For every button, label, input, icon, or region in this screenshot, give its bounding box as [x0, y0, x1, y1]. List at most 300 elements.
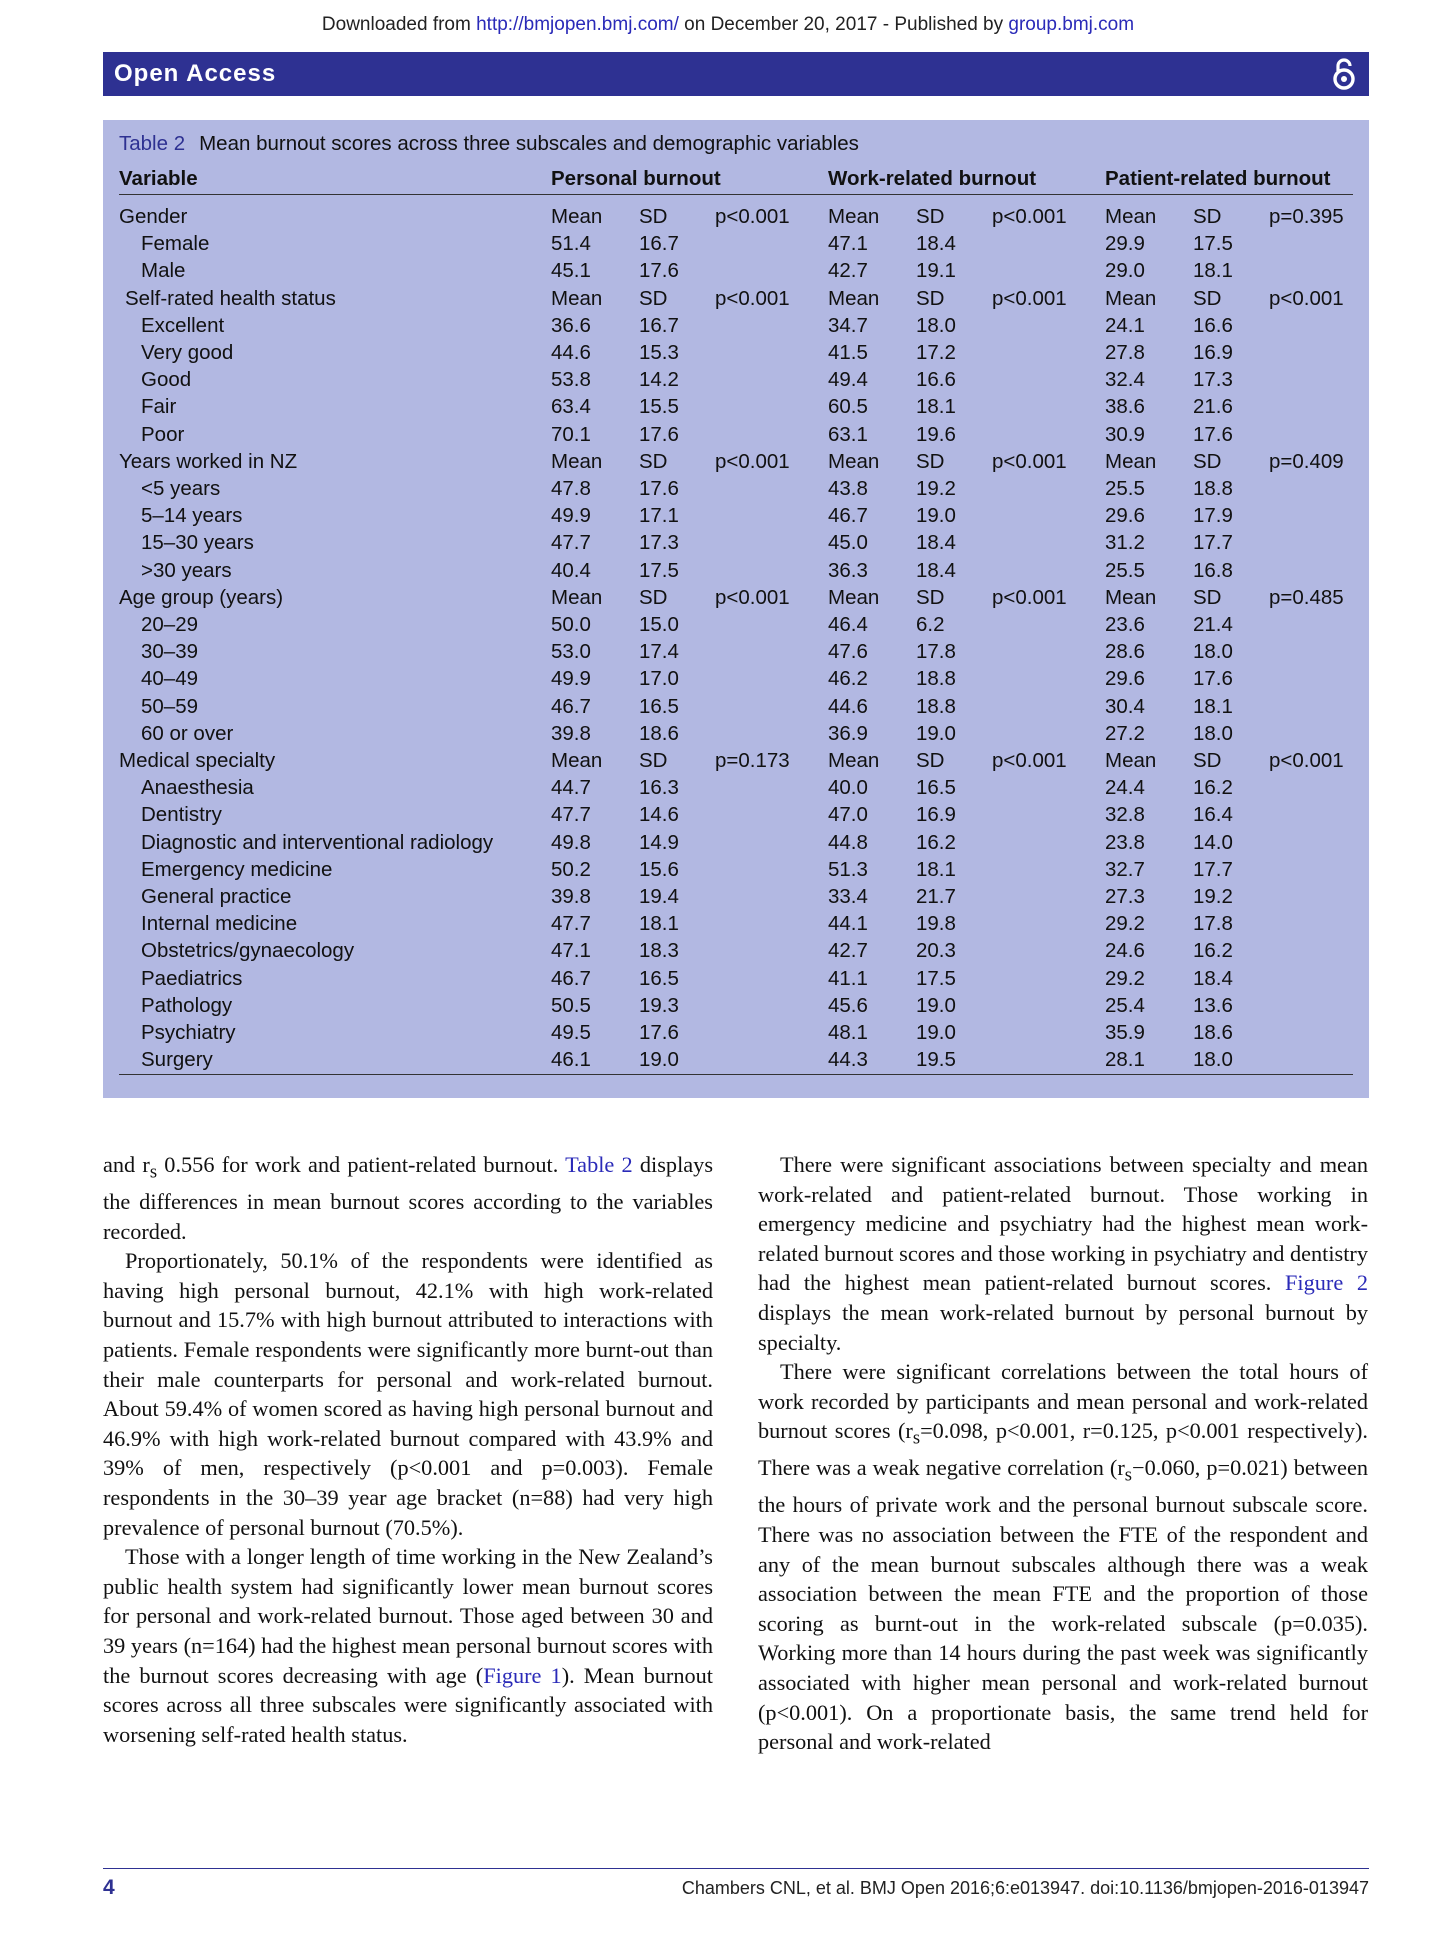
p-value: p<0.001 [715, 585, 790, 609]
empty-cell [715, 421, 828, 448]
work-mean: 41.5 [828, 341, 868, 365]
personal-sd: 17.5 [639, 558, 679, 582]
patient-mean: 27.3 [1105, 885, 1145, 909]
mean-label: Mean [1105, 205, 1157, 228]
cross-reference-link[interactable]: Table 2 [565, 1152, 633, 1177]
work-sd: 6.2 [916, 613, 945, 637]
empty-cell [715, 502, 828, 529]
patient-sd: 18.1 [1193, 259, 1233, 283]
empty-cell [1269, 693, 1353, 720]
personal-mean: 49.9 [551, 667, 591, 691]
group-name: Gender [119, 205, 188, 228]
empty-cell [992, 257, 1105, 284]
patient-sd: 21.4 [1193, 613, 1233, 637]
personal-mean: 47.7 [551, 531, 591, 555]
row-label: Diagnostic and interventional radiology [141, 830, 494, 854]
empty-cell [1269, 910, 1353, 937]
patient-sd: 16.2 [1193, 939, 1233, 963]
empty-cell [715, 992, 828, 1019]
patient-sd: 17.6 [1193, 422, 1233, 446]
work-sd: 18.1 [916, 395, 956, 419]
empty-cell [715, 937, 828, 964]
personal-mean: 44.6 [551, 341, 591, 365]
personal-mean: 46.7 [551, 966, 591, 990]
work-sd: 20.3 [916, 939, 956, 963]
personal-mean: 50.0 [551, 613, 591, 637]
empty-cell [992, 856, 1105, 883]
empty-cell [1269, 774, 1353, 801]
open-access-banner [103, 52, 1369, 96]
row-label: Surgery [119, 1046, 551, 1074]
p-value: p<0.001 [992, 286, 1067, 310]
row-label: Very good [141, 341, 234, 365]
row-label: Good [141, 368, 192, 392]
empty-cell [992, 611, 1105, 638]
open-access-lock-icon [1331, 57, 1357, 91]
row-label: 15–30 years [141, 531, 254, 555]
mean-label: Mean [551, 749, 603, 773]
personal-sd: 19.4 [639, 885, 679, 909]
work-sd: 19.0 [916, 504, 956, 528]
personal-sd: 17.4 [639, 640, 679, 664]
table-row [119, 557, 1353, 584]
patient-sd: 18.4 [1193, 966, 1233, 990]
empty-cell [715, 720, 828, 747]
work-sd: 16.6 [916, 368, 956, 392]
table-row [119, 1019, 1353, 1046]
personal-mean: 46.1 [551, 1046, 639, 1074]
row-label: Dentistry [141, 803, 222, 827]
patient-sd: 17.9 [1193, 504, 1233, 528]
patient-sd: 16.4 [1193, 803, 1233, 827]
sd-label: SD [916, 585, 945, 609]
body-paragraph: Those with a longer length of time working in the New Zealand’s public health system had significantly lower mean burnout scores for personal and work-related burnout. Those aged between 30 and 39 years (n=164) had the highest mean personal burnout scores with the burnout scores decreasing with age (Figure 1). Mean burnout scores across all three subscales were significantly associated with worsening self-rated health status. [103, 1544, 714, 1747]
empty-cell [992, 829, 1105, 856]
personal-sd: 18.3 [639, 939, 679, 963]
work-sd: 21.7 [916, 885, 956, 909]
empty-cell [992, 529, 1105, 556]
patient-sd: 13.6 [1193, 993, 1233, 1017]
patient-mean: 31.2 [1105, 531, 1145, 555]
empty-cell [992, 965, 1105, 992]
table-row [119, 856, 1353, 883]
personal-mean: 47.8 [551, 477, 591, 501]
mean-label: Mean [551, 585, 603, 609]
empty-cell [1269, 992, 1353, 1019]
personal-mean: 49.9 [551, 504, 591, 528]
patient-sd: 18.0 [1193, 721, 1233, 745]
personal-sd: 14.6 [639, 803, 679, 827]
work-sd: 17.2 [916, 341, 956, 365]
row-label: <5 years [141, 477, 221, 501]
patient-mean: 29.6 [1105, 504, 1145, 528]
work-mean: 45.6 [828, 993, 868, 1017]
mean-label: Mean [828, 205, 880, 228]
patient-mean: 28.6 [1105, 640, 1145, 664]
empty-cell [992, 883, 1105, 910]
table-row [119, 992, 1353, 1019]
empty-cell [1269, 937, 1353, 964]
table-row [119, 720, 1353, 747]
sd-label: SD [639, 449, 668, 473]
download-notice [0, 14, 1456, 36]
table-row [119, 257, 1353, 284]
table-body [119, 195, 1353, 1075]
sd-label: SD [916, 749, 945, 773]
empty-cell [992, 312, 1105, 339]
table-2-box [103, 120, 1369, 1098]
page-number: 4 [103, 1876, 115, 1899]
patient-mean: 25.4 [1105, 993, 1145, 1017]
work-sd: 19.5 [916, 1046, 992, 1074]
patient-sd: 14.0 [1193, 830, 1233, 854]
patient-mean: 30.4 [1105, 694, 1145, 718]
patient-mean: 38.6 [1105, 395, 1145, 419]
personal-sd: 17.3 [639, 531, 679, 555]
personal-mean: 47.1 [551, 939, 591, 963]
p-value: p<0.001 [715, 205, 790, 228]
table-row [119, 611, 1353, 638]
empty-cell [1269, 801, 1353, 828]
work-sd: 17.5 [916, 966, 956, 990]
body-column-left [103, 1150, 713, 1749]
empty-cell [992, 638, 1105, 665]
personal-sd: 18.1 [639, 912, 679, 936]
work-sd: 19.0 [916, 993, 956, 1017]
empty-cell [715, 910, 828, 937]
table-caption [119, 132, 859, 156]
table-row [119, 638, 1353, 665]
work-mean: 46.2 [828, 667, 868, 691]
personal-sd: 17.6 [639, 477, 679, 501]
sd-label: SD [1193, 449, 1222, 473]
row-label: General practice [141, 885, 292, 909]
sd-label: SD [1193, 286, 1222, 310]
mean-label: Mean [551, 205, 603, 228]
patient-mean: 30.9 [1105, 422, 1145, 446]
personal-mean: 47.7 [551, 912, 591, 936]
work-mean: 46.7 [828, 504, 868, 528]
personal-mean: 40.4 [551, 558, 591, 582]
patient-sd: 18.6 [1193, 1021, 1233, 1045]
work-mean: 47.0 [828, 803, 868, 827]
p-value: p<0.001 [992, 205, 1067, 228]
table-row [119, 366, 1353, 393]
row-label: Obstetrics/gynaecology [141, 939, 355, 963]
patient-sd: 17.3 [1193, 368, 1233, 392]
row-label: Psychiatry [141, 1021, 236, 1045]
header-work-related-burnout: Work-related burnout [828, 164, 1105, 195]
work-mean: 33.4 [828, 885, 868, 909]
sd-label: SD [639, 749, 668, 773]
personal-sd: 16.7 [639, 313, 679, 337]
mean-label: Mean [1105, 449, 1157, 473]
mean-label: Mean [828, 585, 880, 609]
patient-sd: 18.8 [1193, 477, 1233, 501]
empty-cell [992, 502, 1105, 529]
empty-cell [1269, 393, 1353, 420]
patient-sd: 21.6 [1193, 395, 1233, 419]
patient-mean: 27.2 [1105, 721, 1145, 745]
p-value: p<0.001 [1269, 286, 1344, 310]
work-mean: 47.1 [828, 232, 868, 256]
empty-cell [992, 230, 1105, 257]
empty-cell [715, 638, 828, 665]
empty-cell [992, 910, 1105, 937]
table-group-header-row [119, 747, 1353, 774]
work-mean: 44.1 [828, 912, 868, 936]
mean-label: Mean [1105, 749, 1157, 773]
work-sd: 18.1 [916, 857, 956, 881]
empty-cell [715, 1046, 828, 1074]
work-sd: 19.8 [916, 912, 956, 936]
patient-sd: 16.6 [1193, 313, 1233, 337]
patient-sd: 17.7 [1193, 531, 1233, 555]
empty-cell [1269, 829, 1353, 856]
empty-cell [715, 665, 828, 692]
mean-label: Mean [1105, 286, 1157, 310]
work-mean: 44.8 [828, 830, 868, 854]
work-sd: 19.2 [916, 477, 956, 501]
empty-cell [715, 801, 828, 828]
empty-cell [715, 611, 828, 638]
work-mean: 42.7 [828, 939, 868, 963]
mean-label: Mean [551, 449, 603, 473]
empty-cell [992, 720, 1105, 747]
p-value: p<0.001 [715, 286, 790, 310]
work-mean: 44.6 [828, 694, 868, 718]
table-group-header-row [119, 448, 1353, 475]
personal-sd: 15.0 [639, 613, 679, 637]
row-label: Internal medicine [141, 912, 298, 936]
p-value: p<0.001 [992, 449, 1067, 473]
empty-cell [715, 965, 828, 992]
empty-cell [1269, 611, 1353, 638]
empty-cell [992, 557, 1105, 584]
empty-cell [715, 366, 828, 393]
patient-mean: 25.5 [1105, 558, 1145, 582]
group-name: Age group (years) [119, 585, 284, 609]
personal-sd: 17.1 [639, 504, 679, 528]
empty-cell [1269, 665, 1353, 692]
patient-mean: 24.1 [1105, 313, 1145, 337]
footer-rule [103, 1868, 1369, 1869]
work-mean: 48.1 [828, 1021, 868, 1045]
work-mean: 60.5 [828, 395, 868, 419]
personal-mean: 44.7 [551, 776, 591, 800]
empty-cell [1269, 257, 1353, 284]
table-row [119, 774, 1353, 801]
body-paragraph: There were significant associations between specialty and mean work-related and patient-related burnout. Those working in emergency medicine and psychiatry had the highest mean work-related burnout scores and those working in psychiatry and dentistry had the highest mean patient-related burnout scores. Figure 2 displays the mean work-related burnout by personal burnout by specialty. [758, 1152, 1368, 1355]
patient-mean: 29.6 [1105, 667, 1145, 691]
personal-sd: 19.0 [639, 1046, 715, 1074]
table-row [119, 339, 1353, 366]
table-label: Table 2 [119, 132, 186, 155]
burnout-table [119, 164, 1353, 1075]
personal-sd: 15.5 [639, 395, 679, 419]
table-group-header-row [119, 285, 1353, 312]
empty-cell [715, 475, 828, 502]
table-row [119, 693, 1353, 720]
personal-mean: 53.0 [551, 640, 591, 664]
personal-mean: 39.8 [551, 721, 591, 745]
cross-reference-link[interactable]: Figure 2 [1285, 1270, 1368, 1296]
patient-mean: 32.8 [1105, 803, 1145, 827]
p-value: p<0.001 [1269, 749, 1344, 773]
empty-cell [715, 883, 828, 910]
empty-cell [992, 693, 1105, 720]
work-mean: 41.1 [828, 966, 868, 990]
p-value: p=0.409 [1269, 449, 1344, 473]
cross-reference-link[interactable]: Figure 1 [483, 1662, 562, 1688]
work-mean: 51.3 [828, 857, 868, 881]
table-row [119, 965, 1353, 992]
patient-sd: 16.2 [1193, 776, 1233, 800]
personal-mean: 50.5 [551, 993, 591, 1017]
sd-label: SD [639, 205, 668, 228]
patient-mean: 32.4 [1105, 368, 1145, 392]
empty-cell [715, 1019, 828, 1046]
row-label: 30–39 [141, 640, 199, 664]
row-label: Paediatrics [141, 966, 243, 990]
patient-sd: 16.8 [1193, 558, 1233, 582]
group-name: Medical specialty [119, 749, 276, 773]
patient-sd: 16.9 [1193, 341, 1233, 365]
empty-cell [1269, 965, 1353, 992]
work-mean: 36.3 [828, 558, 868, 582]
empty-cell [715, 393, 828, 420]
publisher-link[interactable]: group.bmj.com [1008, 14, 1135, 35]
row-label: Pathology [141, 993, 233, 1017]
work-sd: 19.1 [916, 259, 956, 283]
personal-sd: 14.2 [639, 368, 679, 392]
table-row [119, 937, 1353, 964]
work-mean: 42.7 [828, 259, 868, 283]
empty-cell [715, 856, 828, 883]
table-row [119, 883, 1353, 910]
sd-label: SD [639, 585, 668, 609]
table-group-header-row [119, 584, 1353, 611]
empty-cell [992, 475, 1105, 502]
body-column-right [758, 1150, 1368, 1757]
empty-cell [715, 693, 828, 720]
row-label: Anaesthesia [141, 776, 254, 800]
empty-cell [992, 339, 1105, 366]
empty-cell [715, 312, 828, 339]
patient-mean: 32.7 [1105, 857, 1145, 881]
sd-label: SD [639, 286, 668, 310]
work-mean: 43.8 [828, 477, 868, 501]
row-label: 5–14 years [141, 504, 243, 528]
patient-mean: 27.8 [1105, 341, 1145, 365]
work-sd: 18.0 [916, 313, 956, 337]
sd-label: SD [916, 449, 945, 473]
personal-sd: 16.5 [639, 966, 679, 990]
table-row [119, 665, 1353, 692]
p-value: p<0.001 [992, 585, 1067, 609]
patient-mean: 35.9 [1105, 1021, 1145, 1045]
work-mean: 45.0 [828, 531, 868, 555]
personal-sd: 16.3 [639, 776, 679, 800]
work-sd: 18.8 [916, 667, 956, 691]
mean-label: Mean [828, 749, 880, 773]
work-sd: 17.8 [916, 640, 956, 664]
work-mean: 63.1 [828, 422, 868, 446]
patient-sd: 18.0 [1193, 1046, 1269, 1074]
patient-mean: 29.0 [1105, 259, 1145, 283]
row-label: Emergency medicine [141, 857, 333, 881]
work-mean: 49.4 [828, 368, 868, 392]
sd-label: SD [1193, 205, 1222, 228]
patient-mean: 29.2 [1105, 966, 1145, 990]
personal-sd: 15.3 [639, 341, 679, 365]
mean-label: Mean [551, 286, 603, 310]
open-access-label: Open Access [114, 60, 277, 87]
body-paragraph: Proportionately, 50.1% of the respondents were identified as having high personal burnout, 42.1% with high work-related burnout and 15.7% with high burnout attributed to interactions with patients. Female respondents were significantly more burnt-out than their male counterparts for personal and work-related burnout. About 59.4% of women scored as having high personal burnout and 46.9% with high work-related burnout compared with 43.9% and 39% of men, respectively (p<0.001 and p=0.003). Female respondents in the 30–39 year age bracket (n=88) had very high prevalence of personal burnout (70.5%). [103, 1248, 713, 1540]
p-value: p=0.485 [1269, 585, 1344, 609]
sd-label: SD [916, 286, 945, 310]
patient-sd: 19.2 [1193, 885, 1233, 909]
header-variable: Variable [119, 164, 551, 195]
p-value: p=0.173 [715, 749, 790, 773]
table-row [119, 502, 1353, 529]
table-row [119, 529, 1353, 556]
work-sd: 16.2 [916, 830, 956, 854]
personal-mean: 45.1 [551, 259, 591, 283]
table-row [119, 910, 1353, 937]
p-value: p<0.001 [992, 749, 1067, 773]
row-label: 60 or over [141, 721, 234, 745]
empty-cell [992, 393, 1105, 420]
row-label: Male [141, 259, 186, 283]
row-label: Fair [141, 395, 177, 419]
table-row [119, 312, 1353, 339]
empty-cell [715, 230, 828, 257]
patient-sd: 17.6 [1193, 667, 1233, 691]
body-paragraph: and $r_s$ 0.556 for work and patient-related burnout. Table 2 displays the differences in mean burnout scores according to the variables recorded. [103, 1152, 713, 1244]
work-mean: 44.3 [828, 1046, 916, 1074]
work-mean: 36.9 [828, 721, 868, 745]
empty-cell [992, 937, 1105, 964]
empty-cell [1269, 502, 1353, 529]
patient-mean: 28.1 [1105, 1046, 1193, 1074]
personal-mean: 70.1 [551, 422, 591, 446]
row-label: Poor [141, 422, 185, 446]
empty-cell [1269, 421, 1353, 448]
empty-cell [1269, 529, 1353, 556]
row-label: 40–49 [141, 667, 199, 691]
empty-cell [1269, 883, 1353, 910]
empty-cell [715, 339, 828, 366]
row-label: 50–59 [141, 694, 199, 718]
personal-mean: 49.8 [551, 830, 591, 854]
personal-sd: 17.6 [639, 259, 679, 283]
empty-cell [1269, 720, 1353, 747]
body-paragraph: There were significant correlations between the total hours of work recorded by participants and mean personal and work-related burnout scores ($r_s=0.098$, p<0.001, r=0.125, p<0.001 respectively). There was a weak negative correlation ($r_s-0.060$, p=0.021) between the hours of private work and the personal burnout subscale score. There was no association between the FTE of the respondent and any of the mean burnout subscales although there was a weak association between the mean FTE and the proportion of those scoring as burnt-out in the work-related subscale (p=0.035). Working more than 14 hours during the past week was significantly associated with higher mean personal and work-related burnout (p<0.001). On a proportionate basis, the same trend held for personal and work-related [758, 1359, 1368, 1755]
patient-sd: 18.0 [1193, 640, 1233, 664]
group-name: Years worked in NZ [119, 449, 298, 473]
personal-mean: 47.7 [551, 803, 591, 827]
empty-cell [992, 801, 1105, 828]
journal-url-link[interactable]: http://bmjopen.bmj.com/ [476, 14, 679, 35]
work-mean: 47.6 [828, 640, 868, 664]
empty-cell [992, 774, 1105, 801]
table-row [119, 393, 1353, 420]
empty-cell [992, 992, 1105, 1019]
sd-label: SD [916, 205, 945, 228]
p-value: p=0.395 [1269, 205, 1344, 228]
personal-sd: 17.6 [639, 422, 679, 446]
